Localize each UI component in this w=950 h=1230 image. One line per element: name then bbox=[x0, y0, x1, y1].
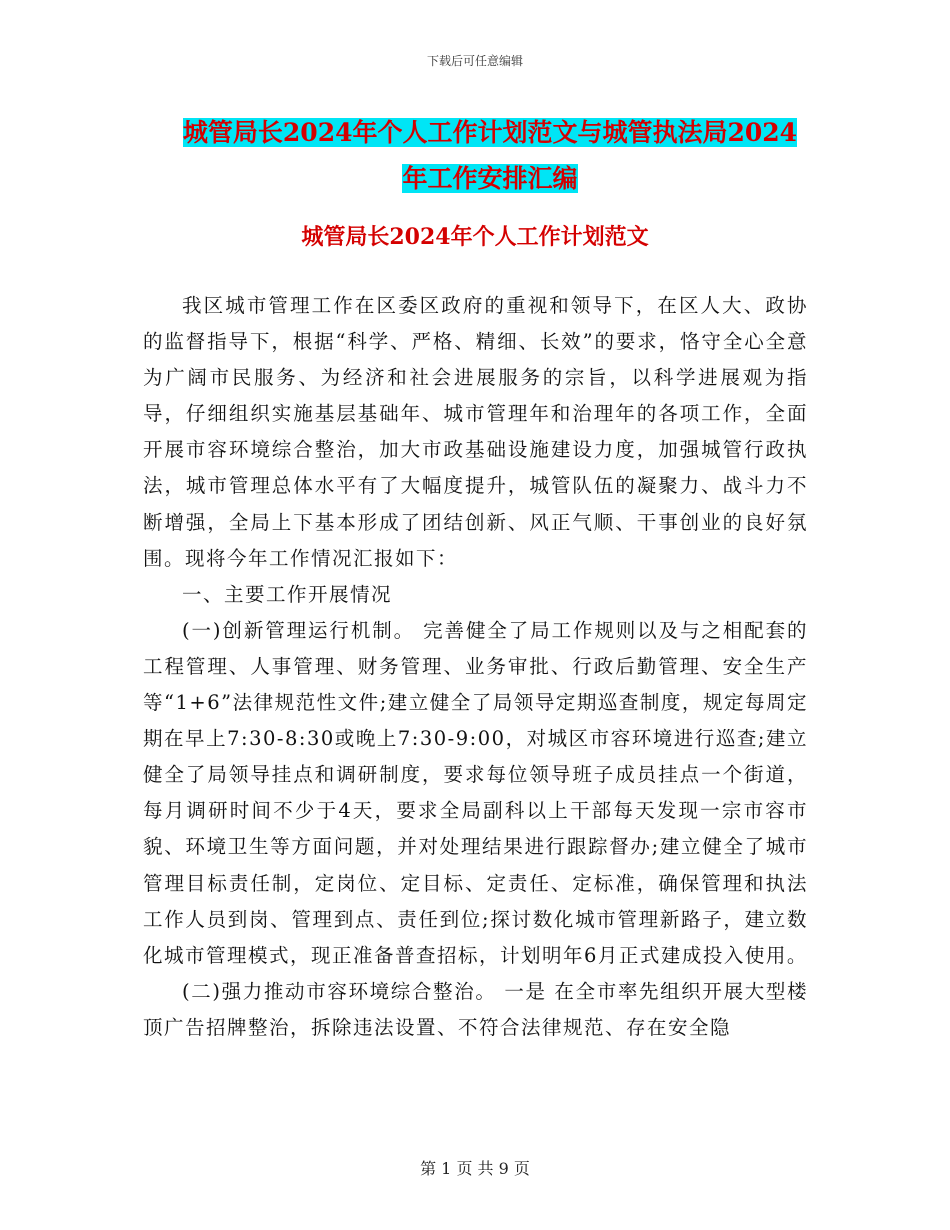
page-header-note: 下载后可任意编辑 bbox=[426, 54, 523, 68]
paragraph: 一、主要工作开展情况 bbox=[182, 582, 393, 606]
document-body bbox=[143, 288, 808, 1046]
page-number: 第 1 页 共 9 页 bbox=[420, 1159, 530, 1178]
section-title: 城管局长2024年个人工作计划范文 bbox=[301, 224, 649, 250]
title-line-1: 城管局长2024年个人工作计划范文与城管执法局2024 bbox=[182, 118, 798, 147]
document-title bbox=[140, 110, 840, 202]
paragraph: (二)强力推动市容环境综合整治。 一是 在全市率先组织开展大型楼顶广告招牌整治，拆除违法设置、不符合法律规范、存在安全隐 bbox=[143, 979, 808, 1039]
paragraph: (一)创新管理运行机制。 完善健全了局工作规则以及与之相配套的工程管理、人事管理、财务管理、业务审批、行政后勤管理、安全生产等“1+6”法律规范性文件;建立健全了局领导定期巡查制度，规定每周定期在早上7:30-8:30或晚上7:30-9:00，对城区市容环境进行巡查;建立健全了局领导挂点和调研制度，要求每位领导班子成员挂点一个街道，每月调研时间不少于4天，要求全局副科以上干部每天发现一宗市容市貌、环境卫生等方面问题，并对处理结果进行跟踪督办;建立健全了城市管理目标责任制，定岗位、定目标、定责任、定标准，确保管理和执法工作人员到岗、管理到点、责任到位;探讨数化城市管理新路子，建立数化城市管理模式，现正准备普查招标，计划明年6月正式建成投入使用。 bbox=[143, 618, 808, 967]
title-line-2: 年工作安排汇编 bbox=[402, 164, 578, 193]
paragraph: 我区城市管理工作在区委区政府的重视和领导下，在区人大、政协的监督指导下，根据“科学、严格、精细、长效”的要求，恪守全心全意为广阔市民服务、为经济和社会进展服务的宗旨，以科学进展观为指导，仔细组织实施基层基础年、城市管理年和治理年的各项工作，全面开展市容环境综合整治，加大市政基础设施建设力度，加强城管行政执法，城市管理总体水平有了大幅度提升，城管队伍的凝聚力、战斗力不断增强，全局上下基本形成了团结创新、风正气顺、干事创业的良好氛围。现将今年工作情况汇报如下： bbox=[143, 294, 808, 570]
